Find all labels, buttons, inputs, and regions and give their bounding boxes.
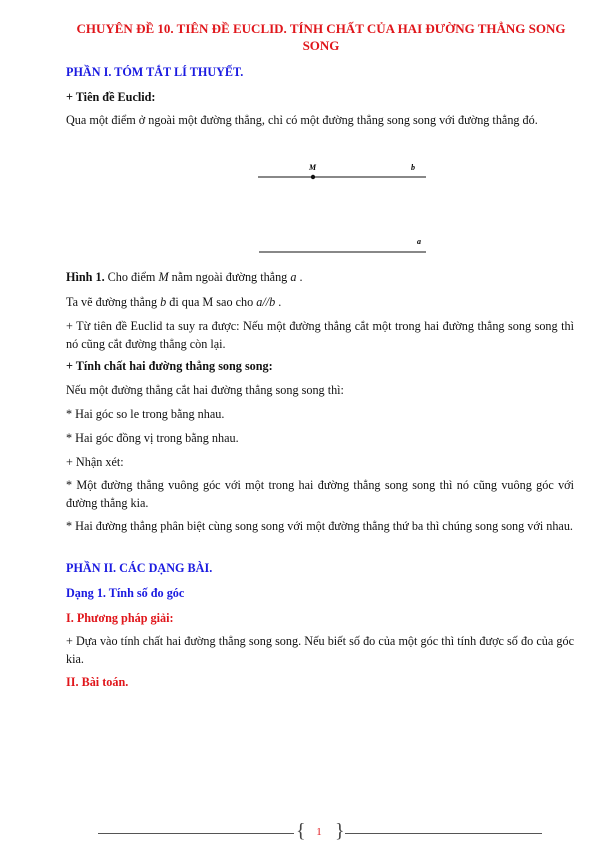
caption-text-3: . xyxy=(296,270,303,284)
footer-right-brace: } xyxy=(335,820,345,842)
property-item-1: * Hai góc so le trong bằng nhau. xyxy=(66,407,225,421)
property-item-2: * Hai góc đồng vị trong bằng nhau. xyxy=(66,431,239,445)
remark-heading: + Nhận xét: xyxy=(66,455,124,469)
draw-text-1: Ta vẽ đường thẳng xyxy=(66,295,161,309)
part1-heading: PHẦN I. TÓM TẮT LÍ THUYẾT. xyxy=(66,65,244,79)
axiom-heading: + Tiên đề Euclid: xyxy=(66,90,156,104)
draw-text-2: đi qua M sao cho xyxy=(166,295,257,309)
draw-text-3: . xyxy=(275,295,282,309)
draw-parallel-notation: a//b xyxy=(256,295,276,309)
caption-line-a: a xyxy=(290,270,297,284)
method-text: + Dựa vào tính chất hai đường thẳng song song. Nếu biết số đo của một góc thì tính được số đo của góc kia. xyxy=(66,634,574,666)
draw-line-b: b xyxy=(160,295,167,309)
draw-statement xyxy=(66,293,574,311)
page-number: 1 xyxy=(316,826,322,838)
caption-text-1: Cho điểm xyxy=(104,270,159,284)
footer-rule-left xyxy=(98,833,294,834)
type1-heading: Dạng 1. Tính số đo góc xyxy=(66,586,185,600)
label-b: b xyxy=(411,163,415,172)
figure-caption xyxy=(66,268,574,286)
method-heading: I. Phương pháp giải: xyxy=(66,611,174,625)
label-M: M xyxy=(309,163,317,172)
remark-item-2: * Hai đường thẳng phân biệt cùng song song với một đường thẳng thứ ba thì chúng song song với nhau. xyxy=(66,519,573,533)
footer-left-brace: { xyxy=(296,820,306,842)
exercise-heading: II. Bài toán. xyxy=(66,675,129,689)
footer-rule-right xyxy=(345,833,542,834)
caption-label: Hình 1. xyxy=(66,270,105,284)
consequence-text: + Từ tiên đề Euclid ta suy ra được: Nếu một đường thẳng cắt một trong hai đường thẳng song song thì nó cũng cắt đường thẳng còn lại. xyxy=(66,319,574,351)
label-a: a xyxy=(417,237,421,246)
title-line-2: SONG xyxy=(302,38,340,53)
part2-heading: PHẦN II. CÁC DẠNG BÀI. xyxy=(66,561,213,575)
caption-point-M: M xyxy=(158,270,169,284)
caption-text-2: nằm ngoài đường thẳng xyxy=(168,270,291,284)
property-intro: Nếu một đường thẳng cắt hai đường thẳng song song thì: xyxy=(66,383,344,397)
remark-item-1: * Một đường thẳng vuông góc với một trong hai đường thẳng song song thì nó cũng vuông góc với đường thẳng kia. xyxy=(66,478,574,510)
property-heading: + Tính chất hai đường thẳng song song: xyxy=(66,359,273,373)
axiom-text: Qua một điểm ở ngoài một đường thẳng, chỉ có một đường thẳng song song với đường thẳng đó. xyxy=(66,113,538,127)
point-M xyxy=(311,175,315,179)
title-line-1: CHUYÊN ĐỀ 10. TIÊN ĐỀ EUCLID. TÍNH CHẤT CỦA HAI ĐƯỜNG THẲNG SONG xyxy=(76,21,566,36)
